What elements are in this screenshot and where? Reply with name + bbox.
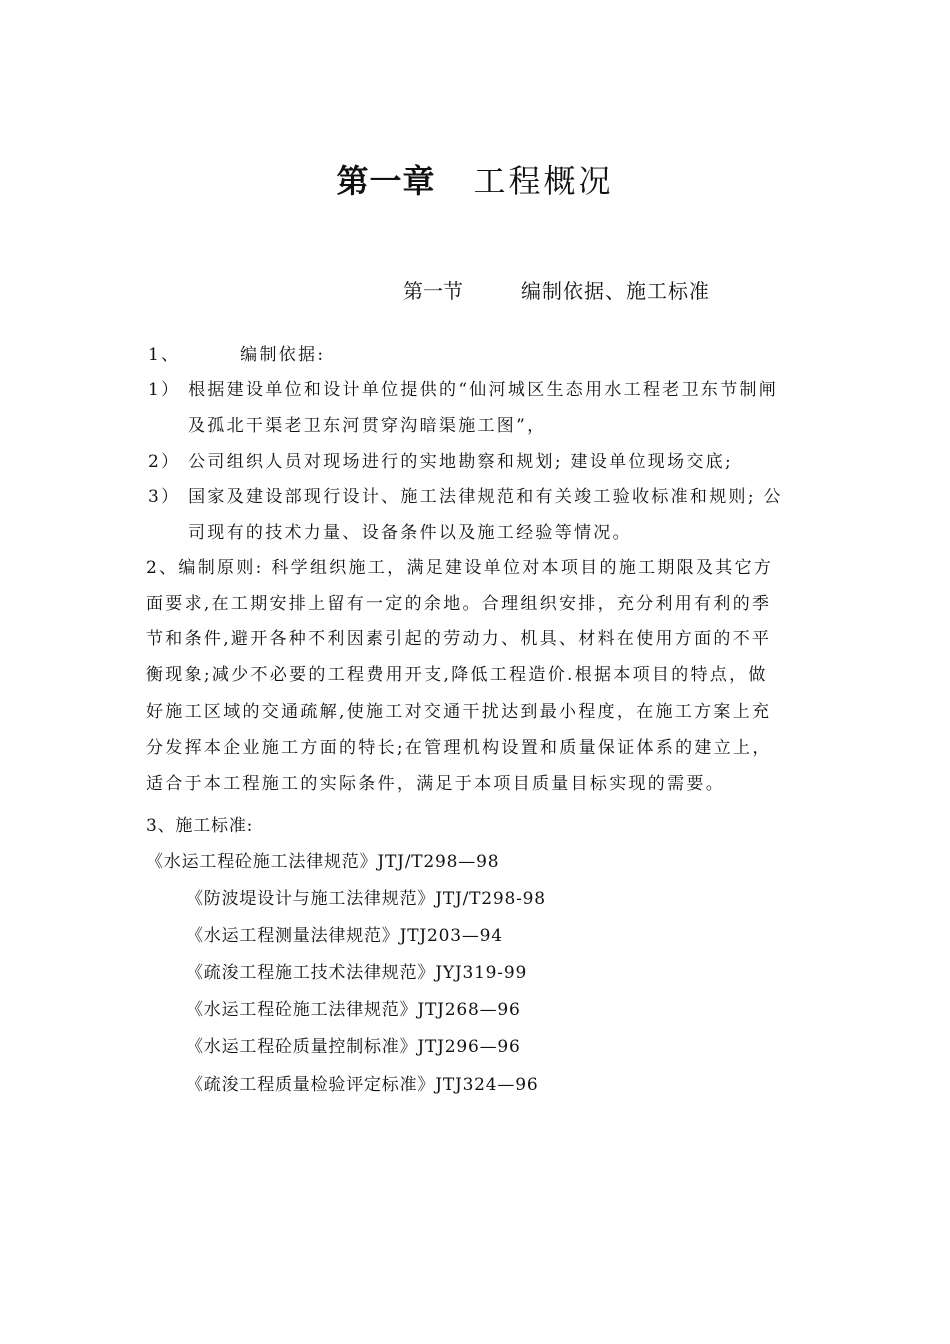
standard-item-5: 《水运工程砼施工法律规范》JTJ268—96 [186,1000,521,1020]
principles-line-7: 适合于本工程施工的实际条件，满足于本项目质量目标实现的需要。 [146,774,725,794]
section-name: 编制依据、施工标准 [521,279,710,303]
section-number: 第一节 [403,279,463,303]
basis-heading-text: 编制依据: [240,345,326,365]
basis-item-3-line-1: 3） 国家及建设部现行设计、施工法律规范和有关竣工验收标准和规则; 公 [148,487,783,507]
standard-item-2: 《防波堤设计与施工法律规范》JTJ/T298-98 [186,889,546,909]
chapter-title [0,156,950,202]
standards-heading: 3、施工标准: [146,816,254,836]
basis-item-3-line-2: 司现有的技术力量、设备条件以及施工经验等情况。 [188,523,632,543]
standard-item-6: 《水运工程砼质量控制标准》JTJ296—96 [186,1037,521,1057]
principles-line-1: 2、编制原则: 科学组织施工，满足建设单位对本项目的施工期限及其它方 [146,558,774,578]
standard-item-4: 《疏浚工程施工技术法律规范》JYJ319-99 [186,963,528,983]
standard-item-3: 《水运工程测量法律规范》JTJ203—94 [186,926,503,946]
principles-line-3: 节和条件,避开各种不利因素引起的劳动力、机具、材料在使用方面的不平 [146,629,772,649]
basis-item-2-line-1: 2） 公司组织人员对现场进行的实地勘察和规划; 建设单位现场交底; [148,452,733,472]
basis-item-1-line-2: 及孤北干渠老卫东河贯穿沟暗渠施工图”， [188,416,547,436]
principles-line-6: 分发挥本企业施工方面的特长;在管理机构设置和质量保证体系的建立上， [146,738,772,758]
chapter-number: 第一章 [336,162,436,200]
standard-item-7: 《疏浚工程质量检验评定标准》JTJ324—96 [186,1075,539,1095]
section-title [403,275,710,304]
basis-heading [148,340,325,365]
principles-line-2: 面要求,在工期安排上留有一定的余地。合理组织安排，充分利用有利的季 [146,594,772,614]
principles-line-4: 衡现象;减少不必要的工程费用开支,降低工程造价.根据本项目的特点，做 [146,665,768,685]
basis-item-1-line-1: 1） 根据建设单位和设计单位提供的“仙河城区生态用水工程老卫东节制闸 [148,380,779,400]
standard-item-1: 《水运工程砼施工法律规范》JTJ/T298—98 [146,852,500,872]
chapter-name: 工程概况 [473,162,614,200]
basis-heading-number: 1、 [148,345,181,365]
principles-line-5: 好施工区域的交通疏解,使施工对交通干扰达到最小程度，在施工方案上充 [146,702,772,722]
